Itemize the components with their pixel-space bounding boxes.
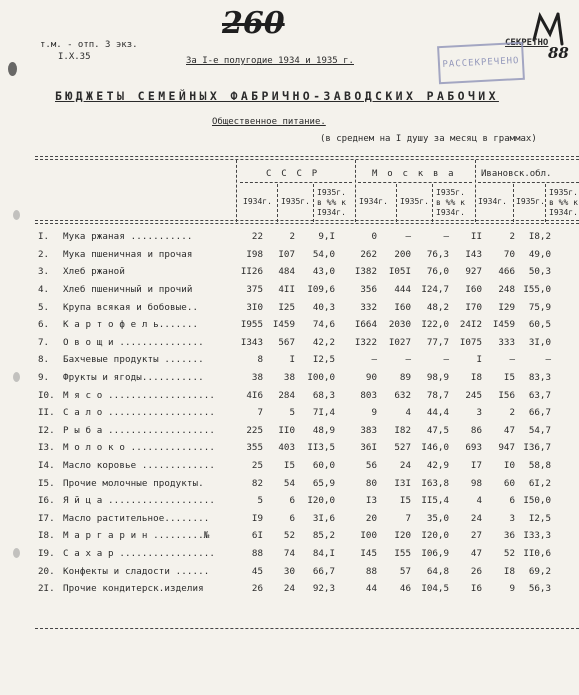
cell-ivanovo-1934: 693 (465, 442, 482, 454)
table-row (38, 474, 551, 492)
cell-ivanovo-1934: 24I2 (459, 319, 482, 331)
col-divider (396, 184, 397, 222)
cell-ivanovo-1935: – (509, 354, 515, 366)
table-row (38, 351, 551, 369)
cell-ussr-1935: 52 (283, 530, 295, 542)
cell-moscow-1935: – (405, 231, 411, 243)
row-number: I6. (38, 495, 55, 507)
cell-ussr-1934: 45 (251, 565, 263, 577)
col-header-1935: I935г. (516, 197, 545, 206)
punch-hole-mid1 (13, 210, 20, 220)
cell-ivanovo-1935: 333 (498, 336, 515, 348)
table-row (38, 422, 551, 440)
cell-moscow-1934: 0 (371, 231, 377, 243)
cell-ivanovo-pct: 63,7 (528, 389, 551, 401)
food-consumption-table (38, 228, 551, 597)
cell-ussr-1934: 26 (251, 583, 263, 595)
header-bottom-rule-2 (35, 223, 579, 224)
cell-moscow-1934: 90 (365, 372, 377, 384)
cell-ivanovo-pct: 60,5 (528, 319, 551, 331)
document-subtitle: Общественное питание. (212, 117, 326, 127)
cell-ivanovo-1934: 245 (465, 389, 482, 401)
cell-ussr-pct: I00,0 (307, 372, 335, 384)
cell-ussr-1935: I (289, 354, 295, 366)
punch-hole-bottom (13, 548, 20, 558)
cell-moscow-1935: 444 (394, 284, 411, 296)
cell-ussr-1935: 6 (289, 495, 295, 507)
cell-ivanovo-1934: 24 (470, 512, 482, 524)
cell-ivanovo-1935: 947 (498, 442, 515, 454)
cell-moscow-pct: – (443, 354, 449, 366)
cell-ivanovo-pct: 49,0 (528, 248, 551, 260)
cell-ussr-pct: 3I,6 (312, 512, 335, 524)
table-row (38, 369, 551, 387)
cell-moscow-pct: I63,8 (421, 477, 449, 489)
table-row (38, 545, 551, 563)
cell-ivanovo-pct: 69,2 (528, 565, 551, 577)
cell-ivanovo-1935: 36 (503, 530, 515, 542)
row-number: I0. (38, 389, 55, 401)
table-row (38, 228, 551, 246)
cell-moscow-1935: 200 (394, 248, 411, 260)
cell-ivanovo-pct: 50,3 (528, 266, 551, 278)
row-product: Масло коровье ............. (63, 460, 216, 472)
cell-ussr-1934: I9 (251, 512, 263, 524)
cell-moscow-pct: 35,0 (426, 512, 449, 524)
cell-ussr-1935: 567 (278, 336, 295, 348)
document-title: БЮДЖЕТЫ СЕМЕЙНЫХ ФАБРИЧНО-ЗАВОДСКИХ РАБОЧИХ (55, 89, 499, 103)
cell-moscow-1934: 332 (360, 301, 377, 313)
cell-moscow-1935: 527 (394, 442, 411, 454)
row-product: Масло растительное........ (63, 512, 210, 524)
secret-label: СЕКРЕТНО (505, 38, 549, 48)
cell-moscow-1934: 44 (365, 583, 377, 595)
row-number: I4. (38, 460, 55, 472)
cell-ussr-1935: 484 (278, 266, 295, 278)
cell-ussr-1934: 5 (257, 495, 263, 507)
cell-ivanovo-1935: I459 (492, 319, 515, 331)
row-product: С а л о ................... (63, 407, 216, 419)
row-product: Р ы б а ................... (63, 424, 216, 436)
cell-ussr-1935: 2 (289, 231, 295, 243)
cell-ivanovo-pct: II0,6 (523, 547, 551, 559)
cell-ussr-1935: II0 (278, 424, 295, 436)
row-number: II. (38, 407, 55, 419)
col-header-1935: I935г. (281, 197, 310, 206)
cell-ussr-pct: 74,6 (312, 319, 335, 331)
group-header-ivanovo: Ивановск.обл. (481, 169, 552, 179)
col-divider (475, 160, 476, 222)
cell-moscow-pct: I24,7 (421, 284, 449, 296)
cell-moscow-pct: 76,0 (426, 266, 449, 278)
row-number: 20. (38, 565, 55, 577)
cell-ussr-1934: 355 (246, 442, 263, 454)
row-number: I8. (38, 530, 55, 542)
row-product: М а р г а р и н .........№ (63, 530, 210, 542)
cell-ivanovo-1935: 70 (503, 248, 515, 260)
cell-ussr-pct: 60,0 (312, 460, 335, 472)
col-header-pct: I935г. в %% к I934г. (317, 188, 346, 217)
cell-moscow-pct: 98,9 (426, 372, 449, 384)
cell-ussr-pct: 66,7 (312, 565, 335, 577)
row-number: I. (38, 231, 50, 243)
cell-moscow-1934: I382 (354, 266, 377, 278)
col-divider (513, 184, 514, 222)
cell-ussr-1934: 225 (246, 424, 263, 436)
col-divider (432, 184, 433, 222)
cell-ivanovo-pct: 56,3 (528, 583, 551, 595)
cell-ivanovo-1934: I (476, 354, 482, 366)
cell-moscow-1935: 24 (399, 460, 411, 472)
cell-ivanovo-1934: I60 (465, 284, 482, 296)
row-product: К а р т о ф е л ь....... (63, 319, 199, 331)
cell-ussr-1934: I98 (246, 248, 263, 260)
row-product: Я й ц а ................... (63, 495, 216, 507)
cell-moscow-1935: 2030 (388, 319, 411, 331)
row-product: Хлеб пшеничный и прочий (63, 284, 193, 296)
cell-ussr-pct: I20,0 (307, 495, 335, 507)
row-number: 9. (38, 372, 50, 384)
cell-ivanovo-pct: I55,0 (523, 284, 551, 296)
cell-ivanovo-1934: I7 (470, 460, 482, 472)
cell-ivanovo-pct: 75,9 (528, 301, 551, 313)
table-row (38, 510, 551, 528)
punch-hole-top (8, 62, 17, 76)
cell-moscow-1934: 56 (365, 460, 377, 472)
cell-ivanovo-1934: I075 (459, 336, 482, 348)
cell-ivanovo-pct: I50,0 (523, 495, 551, 507)
cell-ivanovo-1934: 98 (470, 477, 482, 489)
cell-moscow-1934: I00 (360, 530, 377, 542)
row-number: 2I. (38, 583, 55, 595)
cell-moscow-1934: 36I (360, 442, 377, 454)
cell-moscow-pct: II5,4 (421, 495, 449, 507)
cell-ivanovo-1935: 52 (503, 547, 515, 559)
row-product: Бахчевые продукты ....... (63, 354, 204, 366)
row-number: 3. (38, 266, 50, 278)
cell-ivanovo-1935: 9 (509, 583, 515, 595)
group-underline-ivanovo (478, 182, 579, 183)
table-row (38, 439, 551, 457)
row-number: I9. (38, 547, 55, 559)
cell-ivanovo-pct: 58,8 (528, 460, 551, 472)
col-header-1935: I935г. (400, 197, 429, 206)
cell-ivanovo-pct: – (545, 354, 551, 366)
row-number: 8. (38, 354, 50, 366)
cell-moscow-pct: I06,9 (421, 547, 449, 559)
cell-ussr-pct: 42,2 (312, 336, 335, 348)
col-divider (313, 184, 314, 222)
cell-ivanovo-pct: 66,7 (528, 407, 551, 419)
col-divider (545, 184, 546, 222)
row-product: М я с о ................... (63, 389, 216, 401)
cell-ivanovo-1935: I8 (503, 565, 515, 577)
cell-ussr-1935: 30 (283, 565, 295, 577)
cell-moscow-1934: I664 (354, 319, 377, 331)
cell-ussr-pct: 65,9 (312, 477, 335, 489)
cell-ivanovo-1935: 2 (509, 231, 515, 243)
cell-moscow-1934: 356 (360, 284, 377, 296)
cell-ivanovo-1935: 3 (509, 512, 515, 524)
cell-ussr-1934: 8 (257, 354, 263, 366)
table-row (38, 457, 551, 475)
cell-moscow-1934: 9 (371, 407, 377, 419)
cell-ussr-pct: 92,3 (312, 583, 335, 595)
cell-ivanovo-pct: I33,3 (523, 530, 551, 542)
cell-ivanovo-1935: I56 (498, 389, 515, 401)
cell-moscow-pct: I22,0 (421, 319, 449, 331)
cell-ivanovo-1934: II (470, 231, 482, 243)
cell-ivanovo-pct: I36,7 (523, 442, 551, 454)
cell-ussr-1934: 82 (251, 477, 263, 489)
cell-ivanovo-1934: 27 (470, 530, 482, 542)
cell-moscow-pct: 64,8 (426, 565, 449, 577)
table-row (38, 316, 551, 334)
table-row (38, 492, 551, 510)
cell-moscow-1935: I3I (394, 477, 411, 489)
cell-ivanovo-1935: 6 (509, 495, 515, 507)
cell-moscow-pct: 42,9 (426, 460, 449, 472)
table-row (38, 562, 551, 580)
cell-moscow-1935: I60 (394, 301, 411, 313)
cell-moscow-1935: 57 (399, 565, 411, 577)
row-product: Прочие кондитерск.изделия (63, 583, 204, 595)
cell-moscow-pct: 44,4 (426, 407, 449, 419)
row-product: Мука пшеничная и прочая (63, 248, 193, 260)
row-product: Прочие молочные продукты. (63, 477, 204, 489)
col-header-pct: I935г. в %% к I934г. (549, 188, 578, 217)
row-number: 6. (38, 319, 50, 331)
cell-moscow-pct: 47,5 (426, 424, 449, 436)
cell-moscow-1935: 7 (405, 512, 411, 524)
cell-moscow-1935: I20 (394, 530, 411, 542)
cell-ussr-1934: 3I0 (246, 301, 263, 313)
cell-moscow-pct: I04,5 (421, 583, 449, 595)
cell-ivanovo-pct: I8,2 (528, 231, 551, 243)
cell-ussr-pct: 85,2 (312, 530, 335, 542)
declassified-stamp: РАССЕКРЕЧЕНО (437, 42, 525, 84)
cell-ussr-pct: 40,3 (312, 301, 335, 313)
cell-moscow-1934: 803 (360, 389, 377, 401)
table-row (38, 263, 551, 281)
cell-ivanovo-1935: I0 (503, 460, 515, 472)
cell-moscow-1934: 20 (365, 512, 377, 524)
cell-moscow-1935: I55 (394, 547, 411, 559)
cell-ussr-1934: 25 (251, 460, 263, 472)
row-number: I7. (38, 512, 55, 524)
cell-ivanovo-pct: 6I,2 (528, 477, 551, 489)
cell-ussr-1934: 4I6 (246, 389, 263, 401)
cell-moscow-pct: I46,0 (421, 442, 449, 454)
cell-moscow-1935: I82 (394, 424, 411, 436)
cell-ivanovo-1935: I29 (498, 301, 515, 313)
cell-moscow-1935: 632 (394, 389, 411, 401)
col-header-1934: I934г. (243, 197, 272, 206)
cell-ussr-1934: I955 (240, 319, 263, 331)
row-number: 7. (38, 336, 50, 348)
cell-moscow-1934: 88 (365, 565, 377, 577)
cell-ivanovo-1934: 86 (470, 424, 482, 436)
handwritten-number: 260 (222, 6, 285, 41)
table-top-rule-2 (35, 159, 579, 160)
cell-ivanovo-1934: I6 (470, 583, 482, 595)
cell-ussr-pct: 84,I (312, 547, 335, 559)
cell-ussr-1935: 6 (289, 512, 295, 524)
cell-ussr-1934: 22 (251, 231, 263, 243)
row-product: Фрукты и ягоды........... (63, 372, 204, 384)
table-row (38, 281, 551, 299)
punch-hole-mid2 (13, 372, 20, 382)
cell-moscow-1935: I027 (388, 336, 411, 348)
cell-ussr-1935: 4II (278, 284, 295, 296)
cell-moscow-1935: 46 (399, 583, 411, 595)
cell-ivanovo-1935: 47 (503, 424, 515, 436)
cell-ivanovo-1935: 60 (503, 477, 515, 489)
row-product: Мука ржаная ........... (63, 231, 193, 243)
cell-ivanovo-1934: 26 (470, 565, 482, 577)
cell-ussr-pct: I09,6 (307, 284, 335, 296)
cell-ivanovo-pct: 3I,0 (528, 336, 551, 348)
group-underline-ussr (240, 182, 352, 183)
table-row (38, 246, 551, 264)
cell-ussr-pct: 9,I (318, 231, 335, 243)
cell-ussr-1935: 38 (283, 372, 295, 384)
cell-ussr-pct: II3,5 (307, 442, 335, 454)
cell-ussr-pct: 7I,4 (312, 407, 335, 419)
row-product: Хлеб ржаной (63, 266, 125, 278)
table-top-rule (35, 156, 579, 157)
group-header-moscow: М о с к в а (372, 169, 456, 179)
cell-moscow-1934: – (371, 354, 377, 366)
cell-ivanovo-1935: 466 (498, 266, 515, 278)
cell-ussr-1935: 74 (283, 547, 295, 559)
group-header-ussr: С С С Р (266, 169, 320, 179)
cell-moscow-pct: – (443, 231, 449, 243)
cell-ussr-1935: 284 (278, 389, 295, 401)
cell-ivanovo-1935: I5 (503, 372, 515, 384)
table-row (38, 298, 551, 316)
cell-moscow-1934: I45 (360, 547, 377, 559)
cell-ivanovo-1934: I43 (465, 248, 482, 260)
col-header-pct: I935г. в %% к I934г. (436, 188, 465, 217)
cell-ussr-1934: 38 (251, 372, 263, 384)
cell-moscow-pct: I20,0 (421, 530, 449, 542)
cell-ivanovo-1934: I70 (465, 301, 482, 313)
cell-ivanovo-pct: 83,3 (528, 372, 551, 384)
cell-ivanovo-1934: 47 (470, 547, 482, 559)
row-product: Конфекты и сладости ...... (63, 565, 210, 577)
row-number: I3. (38, 442, 55, 454)
table-row (38, 404, 551, 422)
unit-note: (в среднем на I душу за месяц в граммах) (320, 134, 537, 144)
cell-ussr-1934: 88 (251, 547, 263, 559)
cell-ussr-1934: II26 (240, 266, 263, 278)
row-product: С а х а р ................. (63, 547, 216, 559)
cell-moscow-pct: 78,7 (426, 389, 449, 401)
cell-ussr-pct: 54,0 (312, 248, 335, 260)
cell-moscow-1935: 4 (405, 407, 411, 419)
cell-ussr-1934: I343 (240, 336, 263, 348)
cell-moscow-1934: I322 (354, 336, 377, 348)
cell-moscow-1934: 80 (365, 477, 377, 489)
table-row (38, 580, 551, 598)
cell-moscow-1934: 262 (360, 248, 377, 260)
copies-note: т.м. - отп. 3 экз. (40, 40, 138, 50)
cell-moscow-1935: I5 (399, 495, 411, 507)
cell-ivanovo-1934: 4 (476, 495, 482, 507)
row-number: I5. (38, 477, 55, 489)
cell-ussr-1935: I25 (278, 301, 295, 313)
cell-ussr-1935: I07 (278, 248, 295, 260)
cell-ivanovo-pct: I2,5 (528, 512, 551, 524)
col-divider (355, 160, 356, 222)
cell-moscow-pct: 48,2 (426, 301, 449, 313)
cell-ussr-pct: I2,5 (312, 354, 335, 366)
col-header-1934: I934г. (359, 197, 388, 206)
cell-moscow-pct: 77,7 (426, 336, 449, 348)
handwritten-corner-number: 88 (548, 44, 569, 62)
cell-ussr-pct: 43,0 (312, 266, 335, 278)
header-bottom-rule (35, 220, 579, 221)
cell-moscow-1935: – (405, 354, 411, 366)
cell-ussr-1935: 5 (289, 407, 295, 419)
table-row (38, 386, 551, 404)
table-row (38, 527, 551, 545)
cell-ivanovo-1934: 927 (465, 266, 482, 278)
cell-moscow-1935: I05I (388, 266, 411, 278)
cell-ussr-pct: 48,9 (312, 424, 335, 436)
cell-ussr-1935: I5 (283, 460, 295, 472)
row-product: М о л о к о ............... (63, 442, 216, 454)
cell-ivanovo-1935: 2 (509, 407, 515, 419)
col-divider (277, 184, 278, 222)
cell-ussr-1934: 6I (251, 530, 263, 542)
cell-ivanovo-1934: I8 (470, 372, 482, 384)
row-number: I2. (38, 424, 55, 436)
cell-moscow-pct: 76,3 (426, 248, 449, 260)
cell-ussr-1935: 403 (278, 442, 295, 454)
cell-ussr-1935: 24 (283, 583, 295, 595)
col-header-1934: I934г. (478, 197, 507, 206)
cell-ivanovo-1935: 248 (498, 284, 515, 296)
col-divider (236, 160, 237, 222)
row-product: Крупа всякая и бобовые.. (63, 301, 199, 313)
row-number: 2. (38, 248, 50, 260)
cell-ivanovo-1934: 3 (476, 407, 482, 419)
table-row (38, 334, 551, 352)
cell-ivanovo-pct: 54,7 (528, 424, 551, 436)
period-label: За I-е полугодие 1934 и 1935 г. (186, 56, 354, 66)
row-number: 5. (38, 301, 50, 313)
group-underline-moscow (358, 182, 472, 183)
cell-ussr-1935: I459 (272, 319, 295, 331)
cell-ussr-pct: 68,3 (312, 389, 335, 401)
cell-moscow-1934: 383 (360, 424, 377, 436)
row-product: О в о щ и ............... (63, 336, 204, 348)
cell-ussr-1934: 7 (257, 407, 263, 419)
date-note: I.X.35 (58, 52, 91, 62)
cell-ussr-1935: 54 (283, 477, 295, 489)
cell-moscow-1934: I3 (365, 495, 377, 507)
table-bottom-rule (35, 628, 579, 629)
cell-moscow-1935: 89 (399, 372, 411, 384)
cell-ussr-1934: 375 (246, 284, 263, 296)
row-number: 4. (38, 284, 50, 296)
